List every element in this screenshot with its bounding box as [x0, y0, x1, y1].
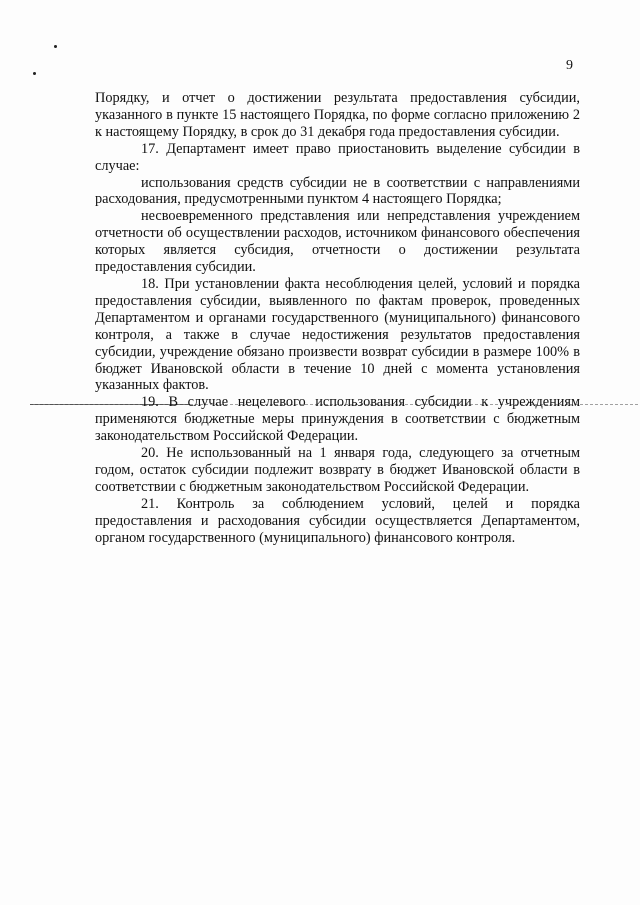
- paragraph-18: 18. При установлении факта несоблюдения целей, условий и порядка предоставления субсидии, выявленного по фактам проверок, проведенных Департаментом и органами государственного (муниципального) финансового контроля, а также в случае недостижения результатов предоставления субсидии, учреждение обязано произвести возврат субсидии в размере 100% в бюджет Ивановской области в течение 10 дней с момента установления указанных фактов.: [95, 275, 580, 394]
- paragraph-17: 17. Департамент имеет право приостановить выделение субсидии в случае:: [95, 140, 580, 174]
- paragraph-17-case-1: использования средств субсидии не в соответствии с направлениями расходования, предусмотренными пунктом 4 настоящего Порядка;: [95, 174, 580, 208]
- paragraph-21: 21. Контроль за соблюдением условий, целей и порядка предоставления и расходования субсидии осуществляется Департаментом, органом государственного (муниципального) финансового контроля.: [95, 495, 580, 546]
- paragraph-19: 19. В случае нецелевого использования субсидии к учреждениям применяются бюджетные меры принуждения в соответствии с бюджетным законодательством Российской Федерации.: [95, 394, 580, 445]
- paragraph-17-case-2: несвоевременного представления или непредставления учреждением отчетности об осуществлении расходов, источником финансового обеспечения которых является субсидия, отчетности о достижении результата предоставления субсидии.: [95, 208, 580, 276]
- page-number: 9: [566, 58, 573, 73]
- scan-speck: [54, 45, 57, 48]
- paragraph-20: 20. Не использованный на 1 января года, следующего за отчетным годом, остаток субсидии подлежит возврату в бюджет Ивановской области в соответствии с бюджетным законодательством Российской Федерации.: [95, 445, 580, 495]
- paragraph-continuation: Порядку, и отчет о достижении результата предоставления субсидии, указанного в пункте 15 настоящего Порядка, по форме согласно приложению 2 к настоящему Порядку, в срок до 31 декабря года предоставления субсидии.: [95, 90, 580, 140]
- scan-speck: [33, 72, 36, 75]
- document-body: [95, 90, 580, 546]
